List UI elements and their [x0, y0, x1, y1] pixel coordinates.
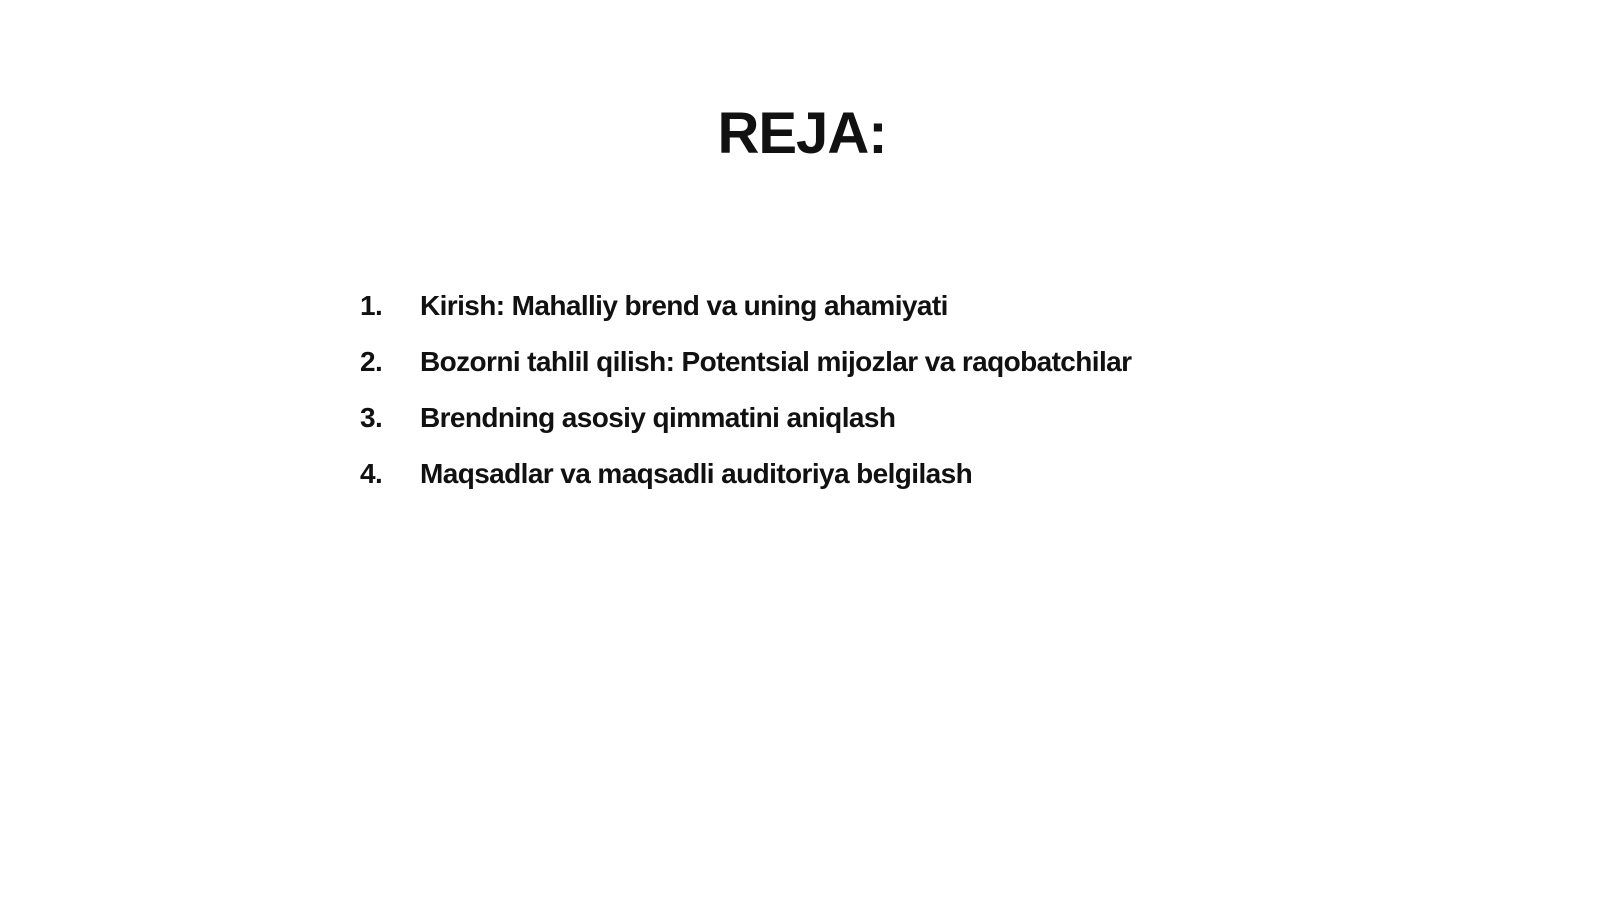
- plan-item-number: 2.: [360, 346, 383, 377]
- plan-item-number: 3.: [360, 402, 383, 433]
- plan-item-2: [360, 346, 1360, 402]
- plan-item-text: Maqsadlar va maqsadli auditoriya belgilash: [420, 458, 973, 489]
- plan-item-text: Kirish: Mahalliy brend va uning ahamiyati: [420, 290, 948, 321]
- plan-item-text: Brendning asosiy qimmatini aniqlash: [420, 402, 896, 433]
- slide-title: REJA:: [717, 101, 887, 166]
- plan-item-number: 4.: [360, 458, 383, 489]
- plan-item-3: [360, 402, 1360, 458]
- plan-item-4: [360, 458, 1360, 514]
- plan-item-1: [360, 290, 1360, 346]
- plan-item-text: Bozorni tahlil qilish: Potentsial mijozlar va raqobatchilar: [420, 346, 1132, 377]
- plan-item-number: 1.: [360, 290, 383, 321]
- plan-list: [360, 290, 1360, 514]
